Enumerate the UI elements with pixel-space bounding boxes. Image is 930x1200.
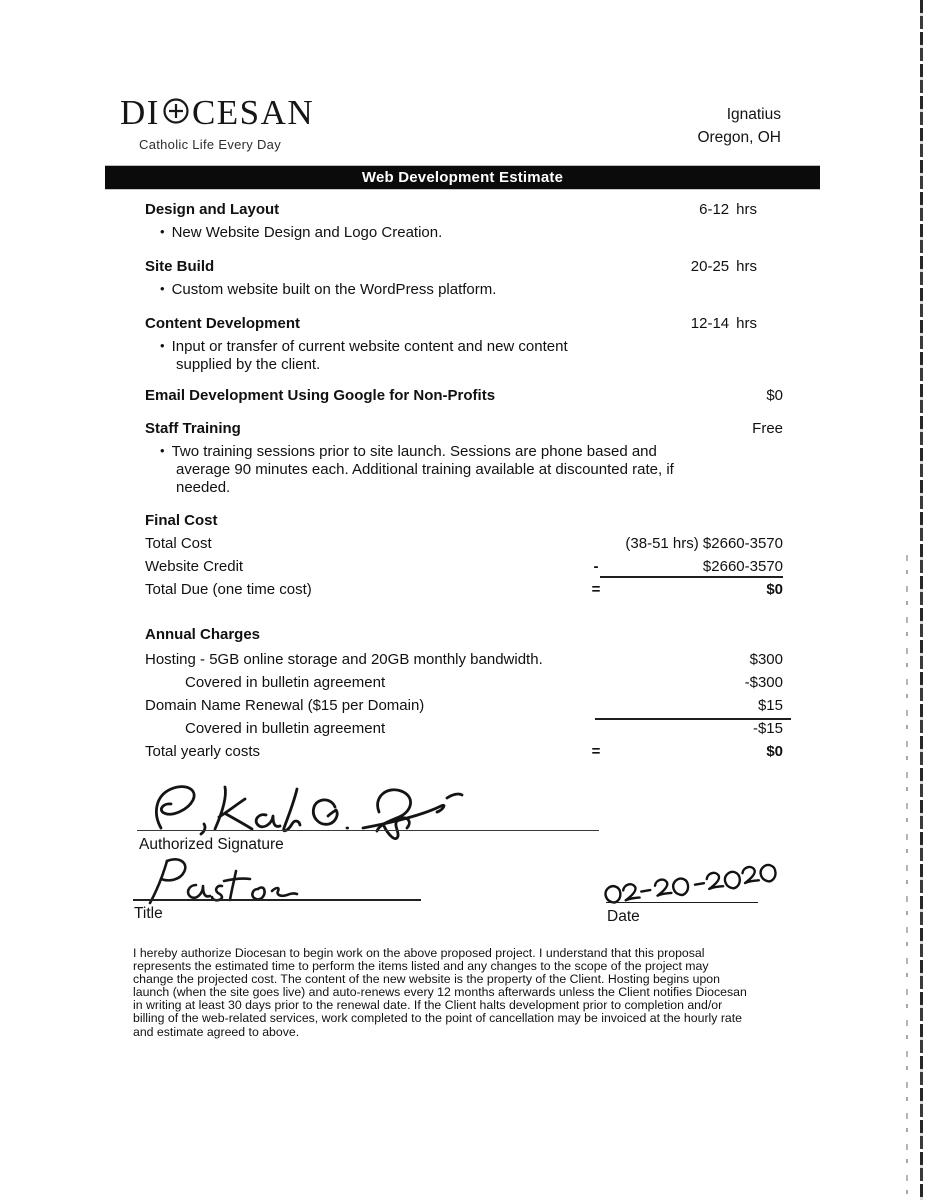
final-cost-heading: Final Cost <box>145 512 218 529</box>
cost-value: $0 <box>766 743 783 760</box>
cost-value: -$300 <box>744 674 783 691</box>
scan-artifact-line-faint <box>906 555 908 1200</box>
cost-row-total: Total yearly costs = $0 <box>145 743 783 760</box>
equals-sign: = <box>591 581 601 598</box>
signature-handwriting <box>125 772 605 846</box>
cost-value: $0 <box>766 581 783 598</box>
line-item-heading <box>145 201 783 220</box>
banner-title: Web Development Estimate <box>361 169 564 186</box>
cost-value: $2660-3570 <box>702 558 783 575</box>
item-price: $0 <box>766 387 783 404</box>
cost-row: Domain Name Renewal ($15 per Domain) $15 <box>145 697 783 714</box>
item-price: Free <box>752 420 783 437</box>
equals-sign: = <box>591 743 601 760</box>
logo-text-end: CESAN <box>191 93 315 132</box>
item-label: Content Development <box>145 315 301 332</box>
item-hours: 20-25 hrs <box>690 258 757 275</box>
item-label: Email Development Using Google for Non-Profits <box>145 387 496 404</box>
scan-artifact-line <box>920 0 923 1200</box>
cost-value: $300 <box>749 651 783 668</box>
client-name: Ignatius <box>726 106 781 123</box>
item-label: Staff Training <box>145 420 241 437</box>
title-label: Title <box>134 905 163 922</box>
client-location: Oregon, OH <box>697 129 781 146</box>
date-line <box>606 902 758 903</box>
cost-value: (38-51 hrs) $2660-3570 <box>625 535 783 552</box>
item-hours: 6-12 hrs <box>699 201 757 218</box>
cost-row-indented: Covered in bulletin agreement -$300 <box>185 674 783 691</box>
item-label: Site Build <box>145 258 215 275</box>
line-item-bullet: • Custom website built on the WordPress platform. <box>145 281 783 300</box>
cost-row: Total Cost (38-51 hrs) $2660-3570 <box>145 535 783 552</box>
line-item-bullet-cont: average 90 minutes each. Additional training available at discounted rate, if <box>176 461 674 478</box>
cost-value: -$15 <box>752 720 783 737</box>
line-item-heading <box>145 258 783 277</box>
logo-wordmark <box>120 95 314 130</box>
logo-tagline: Catholic Life Every Day <box>139 137 282 152</box>
diocesan-logo <box>120 95 314 152</box>
line-item-bullet-cont: needed. <box>176 479 231 496</box>
line-item-bullet: • Input or transfer of current website content and new content <box>145 338 783 357</box>
title-line <box>133 899 421 901</box>
cost-row-indented: Covered in bulletin agreement -$15 <box>185 720 783 737</box>
cost-row: Website Credit - $2660-3570 <box>145 558 783 575</box>
logo-text-start: DI <box>120 93 160 132</box>
line-item-bullet-cont: supplied by the client. <box>176 356 321 373</box>
item-label: Design and Layout <box>145 201 280 218</box>
line-item-heading <box>145 315 783 334</box>
signature-label: Authorized Signature <box>139 836 284 853</box>
circle-cross-icon <box>162 96 190 131</box>
client-block <box>697 103 781 149</box>
annual-charges-heading: Annual Charges <box>145 626 261 643</box>
date-label: Date <box>607 908 640 925</box>
estimate-banner <box>105 166 820 189</box>
signature-line <box>137 830 599 831</box>
cost-row-total: Total Due (one time cost) = $0 <box>145 581 783 598</box>
line-item-bullet: • Two training sessions prior to site launch. Sessions are phone based and <box>145 443 783 462</box>
line-item-heading <box>145 420 783 439</box>
item-hours: 12-14 hrs <box>690 315 757 332</box>
legal-paragraph: I hereby authorize Diocesan to begin work on the above proposed project. I understand that this proposal represents the estimated time to perform the items listed and any changes to the scope of the project may change the projected cost. The content of the new website is the property of the Client. Hosting begins upon launch (when the site goes live) and auto-renews every 12 months afterwards unless the Client notifies Diocesan in writing at least 30 days prior to the renewal date. If the Client halts development prior to completion and/or billing of the web-related services, work completed to the point of cancellation may be invoiced at the hourly rate and estimate agreed to above. <box>133 946 747 1039</box>
minus-sign: - <box>593 558 599 575</box>
subtotal-rule <box>600 576 783 578</box>
estimate-body <box>145 195 783 775</box>
cost-row: Hosting - 5GB online storage and 20GB monthly bandwidth. $300 <box>145 651 783 668</box>
cost-value: $15 <box>757 697 783 714</box>
line-item-bullet: • New Website Design and Logo Creation. <box>145 224 783 243</box>
line-item-heading <box>145 387 783 406</box>
